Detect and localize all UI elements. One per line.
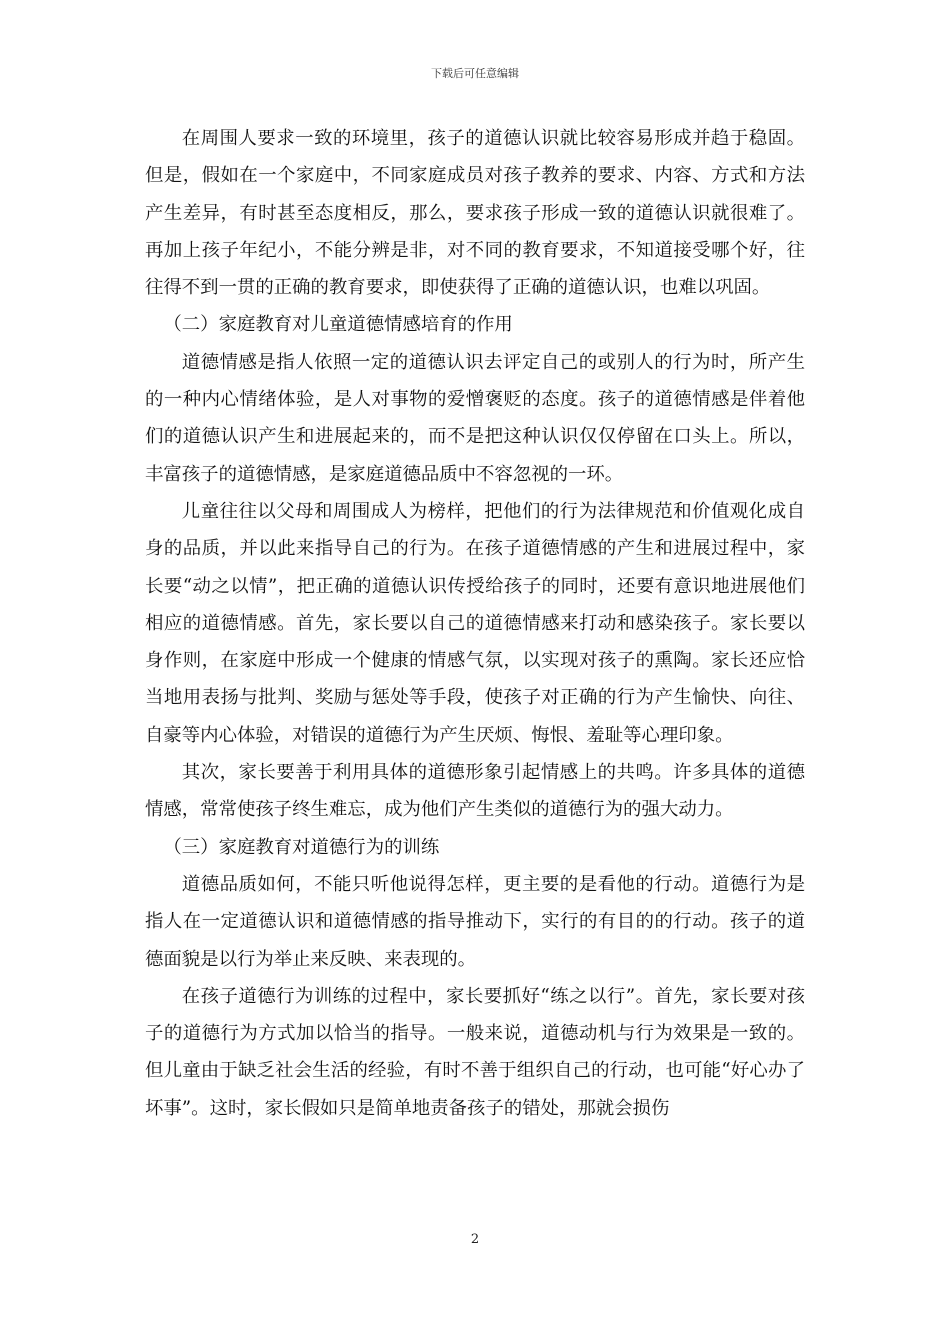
paragraph-2: 道德情感是指人依照一定的道德认识去评定自己的或别人的行为时，所产生的一种内心情绪体验，是人对事物的爱憎褒贬的态度。孩子的道德情感是伴着他们的道德认识产生和进展起来的，而不是把这种认识仅仅停留在口头上。所以，丰富孩子的道德情感，是家庭道德品质中不容忽视的一环。 <box>145 351 805 485</box>
section-heading-2: （二）家庭教育对儿童道德情感培育的作用 <box>163 314 513 336</box>
paragraph-6: 在孩子道德行为训练的过程中，家长要抓好“练之以行”。首先，家长要对孩子的道德行为方式加以恰当的指导。一般来说，道德动机与行为效果是一致的。但儿童由于缺乏社会生活的经验，有时不善于组织自己的行动，也可能“好心办了坏事”。这时，家长假如只是简单地责备孩子的错处，那就会损伤 <box>145 985 805 1119</box>
page-number: 2 <box>470 1232 480 1247</box>
paragraph-3: 儿童往往以父母和周围成人为榜样，把他们的行为法律规范和价值观化成自身的品质，并以此来指导自己的行为。在孩子道德情感的产生和进展过程中，家长要“动之以情”，把正确的道德认识传授给孩子的同时，还要有意识地进展他们相应的道德情感。首先，家长要以自己的道德情感来打动和感染孩子。家长要以身作则，在家庭中形成一个健康的情感气氛，以实现对孩子的熏陶。家长还应恰当地用表扬与批判、奖励与惩处等手段，使孩子对正确的行为产生愉快、向往、自豪等内心体验，对错误的道德行为产生厌烦、悔恨、羞耻等心理印象。 <box>145 500 805 746</box>
document-body <box>145 120 805 1127</box>
paragraph-4: 其次，家长要善于利用具体的道德形象引起情感上的共鸣。许多具体的道德情感，常常使孩子终生难忘，成为他们产生类似的道德行为的强大动力。 <box>145 762 805 821</box>
section-heading-3: （三）家庭教育对道德行为的训练 <box>163 836 440 858</box>
page-header: 下载后可任意编辑 <box>431 67 519 80</box>
paragraph-5: 道德品质如何，不能只听他说得怎样，更主要的是看他的行动。道德行为是指人在一定道德认识和道德情感的指导推动下，实行的有目的的行动。孩子的道德面貌是以行为举止来反映、来表现的。 <box>145 873 805 970</box>
paragraph-1: 在周围人要求一致的环境里，孩子的道德认识就比较容易形成并趋于稳固。但是，假如在一个家庭中，不同家庭成员对孩子教养的要求、内容、方式和方法产生差异，有时甚至态度相反，那么，要求孩子形成一致的道德认识就很难了。再加上孩子年纪小，不能分辨是非，对不同的教育要求，不知道接受哪个好，往往得不到一贯的正确的教育要求，即使获得了正确的道德认识，也难以巩固。 <box>145 128 805 299</box>
